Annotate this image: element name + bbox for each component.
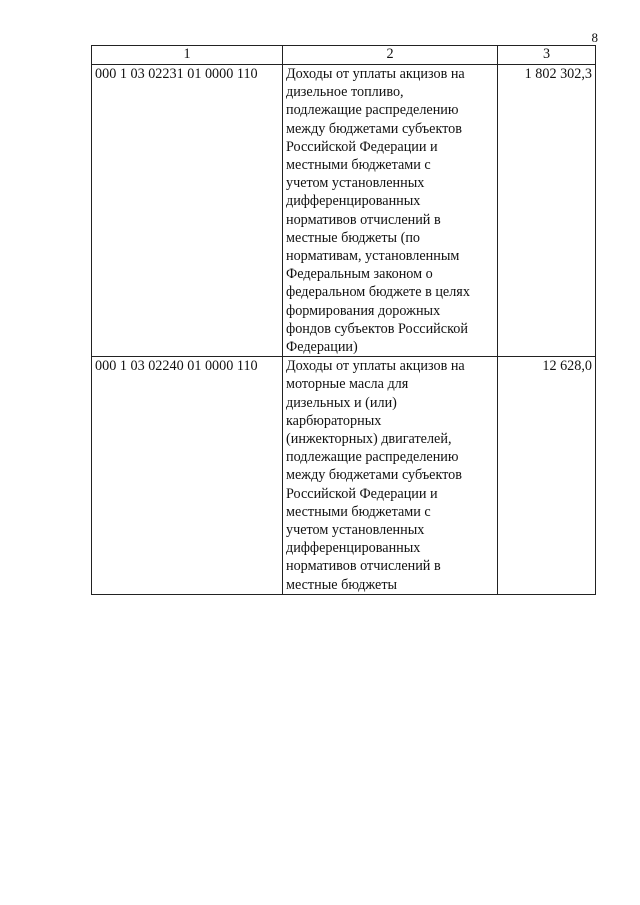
description-line: фондов субъектов Российской — [286, 320, 468, 337]
description-line: нормативам, установленным — [286, 248, 460, 265]
column-header-2: 2 — [283, 46, 498, 65]
description-line: нормативов отчислений в — [286, 211, 441, 228]
description-line: Федеральным законом о — [286, 266, 433, 283]
description-line: местные бюджеты (по — [286, 229, 421, 246]
description-line: местными бюджетами с — [286, 503, 431, 520]
description-line: нормативов отчислений в — [286, 558, 441, 575]
description-line: Российской Федерации и — [286, 138, 438, 155]
description-cell — [283, 65, 498, 357]
budget-revenue-table — [91, 45, 596, 595]
description-line: Федерации) — [286, 339, 358, 356]
column-header-3: 3 — [498, 46, 596, 65]
page-number: 8 — [591, 30, 598, 45]
description-line: дифференцированных — [286, 540, 421, 557]
description-line: между бюджетами субъектов — [286, 120, 462, 137]
description-line: местными бюджетами с — [286, 157, 431, 174]
description-line: (инжекторных) двигателей, — [286, 431, 452, 448]
description-line: подлежащие распределению — [286, 449, 459, 466]
budget-code-cell: 000 1 03 02231 01 0000 110 — [92, 65, 283, 357]
description-line: моторные масла для — [286, 376, 409, 393]
description-line: дизельное топливо, — [286, 84, 404, 101]
amount-cell: 1 802 302,3 — [498, 65, 596, 357]
amount-cell: 12 628,0 — [498, 357, 596, 595]
description-line: учетом установленных — [286, 522, 425, 539]
description-line: Российской Федерации и — [286, 485, 438, 502]
description-line: формирования дорожных — [286, 302, 441, 319]
description-line: местные бюджеты — [286, 576, 398, 593]
table-row — [92, 65, 596, 357]
description-line: подлежащие распределению — [286, 102, 459, 119]
description-line: учетом установленных — [286, 175, 425, 192]
budget-code-cell: 000 1 03 02240 01 0000 110 — [92, 357, 283, 595]
description-line: Доходы от уплаты акцизов на — [286, 66, 465, 82]
description-line: Доходы от уплаты акцизов на — [286, 358, 465, 375]
description-line: дифференцированных — [286, 193, 421, 210]
table-header-row — [92, 46, 596, 65]
description-line: карбюраторных — [286, 412, 382, 429]
description-line: между бюджетами субъектов — [286, 467, 462, 484]
description-line: дизельных и (или) — [286, 394, 397, 411]
column-header-1: 1 — [92, 46, 283, 65]
table-row — [92, 357, 596, 595]
description-line: федеральном бюджете в целях — [286, 284, 470, 301]
description-cell — [283, 357, 498, 595]
